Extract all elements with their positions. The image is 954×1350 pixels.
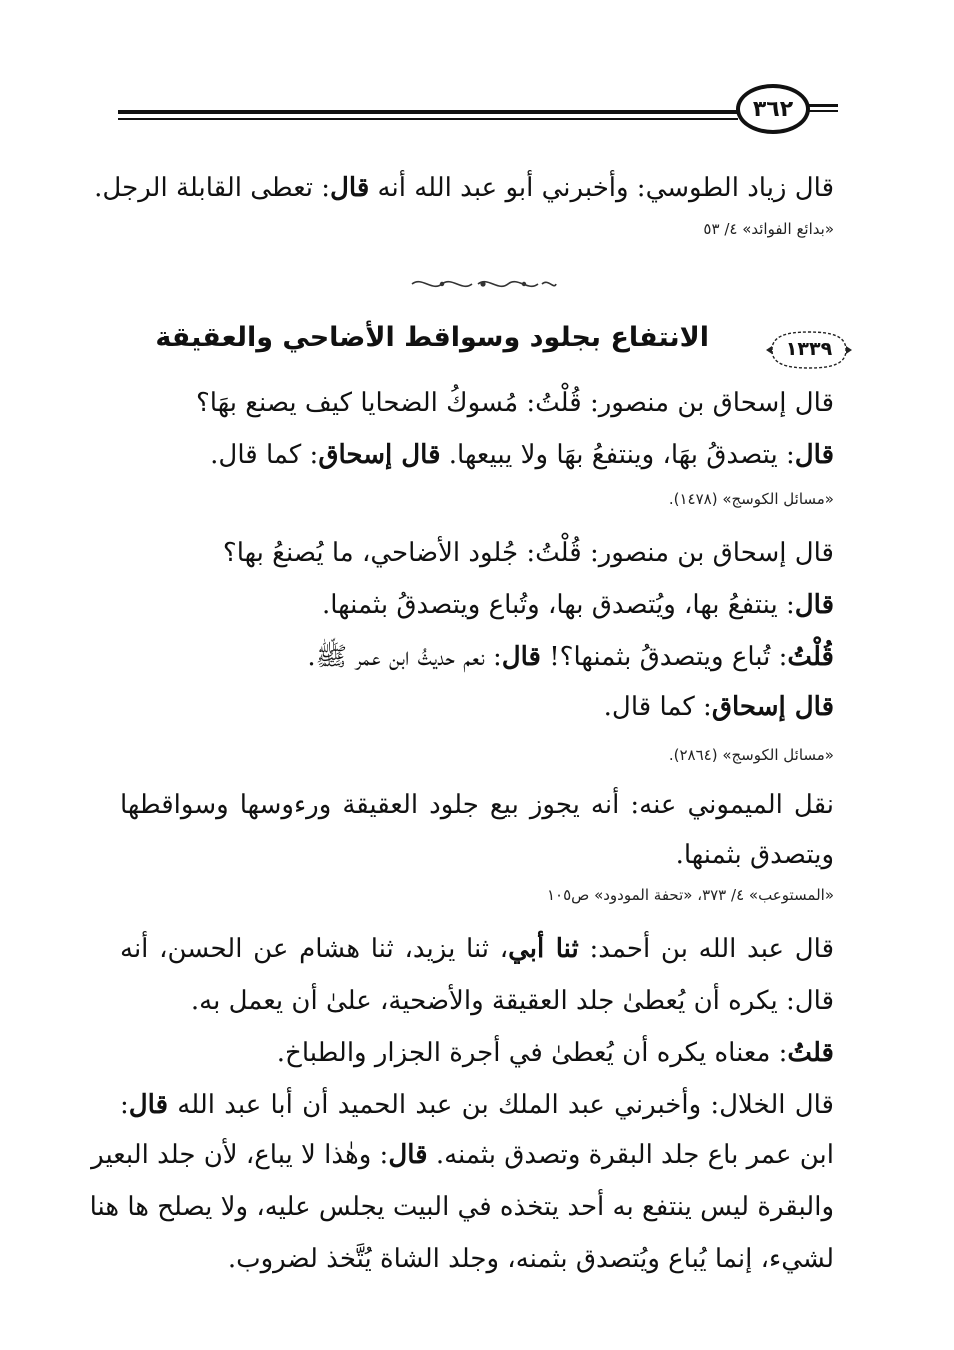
block2-ishaq: قال إسحاق [711,692,834,722]
block2-qal2: قال [501,642,541,672]
block4-line4 [120,1092,834,1118]
header-rule-right-thin [808,110,838,112]
block2-answer: : ينتفعُ بها، ويُتصدق بها، وتُباع ويتصدقُ بثمنها. [321,590,795,620]
intro-text-b: قال [330,173,370,203]
block2-qal: قال [794,590,834,620]
block3-line2: ويتصدق بثمنها. [675,840,834,870]
block4-line7: لشيء، إنما يُباع ويُتصدق بثمنه، وجلد الشاة يُتَّخذ لضروب. [227,1244,834,1274]
page-number-badge [736,84,810,134]
block2-question: : تُباع ويتصدقُ بثمنها؟! [540,642,788,672]
block1-ishaq: قال إسحاق [318,440,441,470]
block2-line1: قال إسحاق بن منصور: قُلْتُ: جُلود الأضاحي، ما يُصنعُ بها؟ [222,538,834,568]
block4-line3 [277,1040,834,1066]
block4-l4c: : [120,1090,129,1120]
block1-line1: قال إسحاق بن منصور: قُلْتُ: مُسوكُ الضحايا كيف يصنع بهَا؟ [195,388,834,418]
block4-l4a: قال الخلال: وأخبرني عبد الملك بن عبد الحميد أن أبا عبد الله [168,1090,834,1120]
block1-answer: : يتصدقُ بهَا، وينتفعُ بهَا ولا يبيعها. [440,440,795,470]
block4-l1c: ، ثنا يزيد، ثنا هشام عن الحسن، أنه [120,934,509,964]
block1-kama: : كما قال. [210,440,319,470]
block2-qultu: قُلْتُ [787,642,834,672]
section-number: ١٣٣٩ [785,338,833,360]
block4-line1 [120,936,834,962]
section-title: الانتفاع بجلود وسواقط الأضاحي والعقيقة [155,322,709,353]
block1-source: «مسائل الكوسج» (١٤٧٨). [668,490,834,508]
intro-text-a: قال زياد الطوسي: وأخبرني أبو عبد الله أنه [369,173,834,203]
block1-line2 [210,442,834,468]
block2-reply: : نعم حديثُ ابن عمر ﷺ. [307,642,502,672]
block4-l5c: : وهٰذا لا يباع، لأن جلد البعير [91,1140,389,1170]
block3-line1: نقل الميموني عنه: أنه يجوز بيع جلود العقيقة ورءوسها وسواقطها [120,790,834,820]
block3-source: «المستوعب» ٤/ ٣٧٣، «تحفة المودود» ص١٠٥ [547,886,834,904]
block4-l4b: قال [128,1090,169,1120]
block4-line6: والبقرة ليس ينتفع به أحد يتخذه في البيت يجلس عليه، ولا يصلح ها هنا [89,1192,834,1222]
header-rule-thick [118,110,738,114]
block4-l1b: ثنا أبي [508,934,579,964]
intro-source: «بدائع الفوائد» ٤/ ٥٣ [703,220,834,238]
block4-l5a: ابن عمر باع جلد البقرة وتصدق بثمنه. [427,1140,834,1170]
block4-line5 [91,1140,834,1170]
block1-qal: قال [794,440,834,470]
block4-meaning: : معناه يكره أن يُعطىٰ في أجرة الجزار والطباخ. [276,1038,788,1068]
block2-line4 [604,694,834,720]
intro-line [94,175,834,201]
block2-line3 [307,644,834,670]
block4-l1a: قال عبد الله بن أحمد: [578,934,835,964]
page-number: ٣٦٢ [752,96,794,122]
block4-l5b: قال [388,1140,428,1170]
block2-source: «مسائل الكوسج» (٢٨٦٤). [668,746,834,764]
block2-line2 [322,592,834,618]
header-rule-right-thick [808,104,838,107]
ornament-divider [408,276,558,292]
block4-qultu: قلتُ [787,1038,834,1068]
block4-line2: قال: يكره أن يُعطىٰ جلد العقيقة والأضحية، علىٰ أن يعمل به. [190,986,834,1016]
header-rule-thin [118,118,738,120]
intro-text-c: : تعطى القابلة الرجل. [94,173,331,203]
block2-kama: : كما قال. [603,692,712,722]
